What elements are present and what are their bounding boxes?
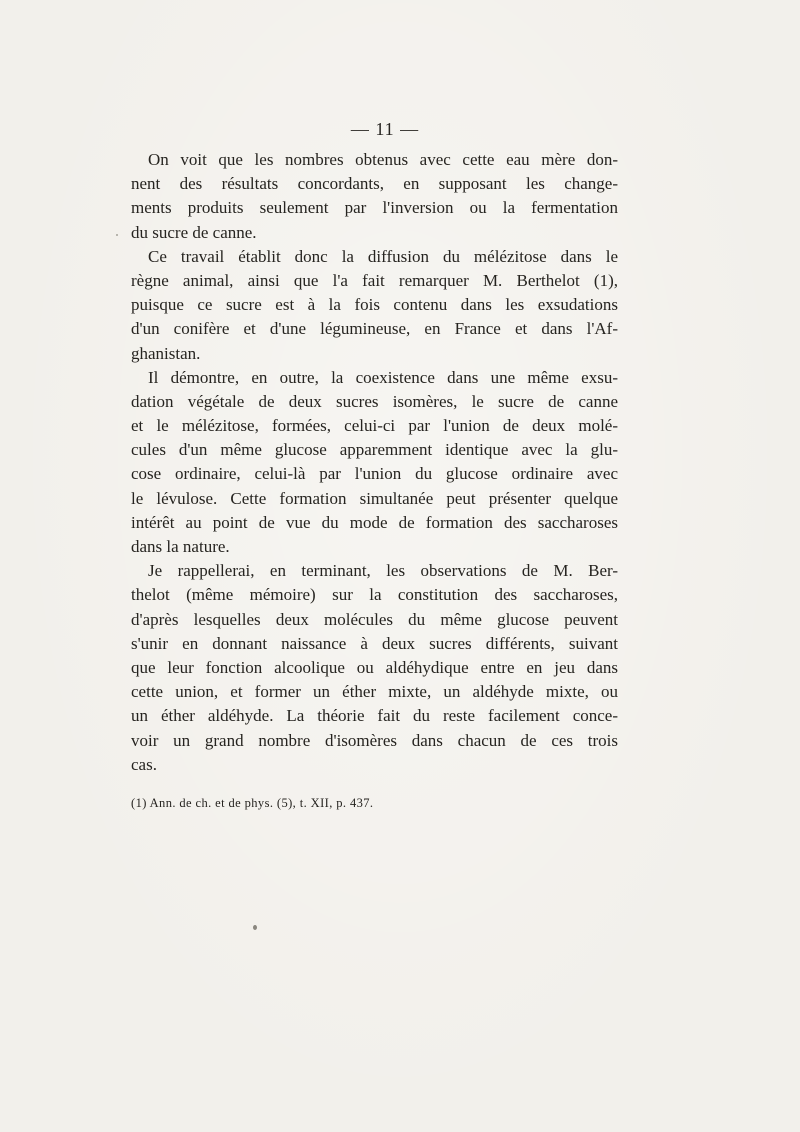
paragraph-3-line-6: le lévulose. Cette formation simultanée peut présenter quelque	[131, 488, 618, 508]
paragraph-4-line-1: Je rappellerai, en terminant, les observations de M. Ber-	[148, 561, 618, 581]
paragraph-3-line-5: cose ordinaire, celui-là par l'union du glucose ordinaire avec	[131, 464, 618, 484]
paragraph-1-line-3: ments produits seulement par l'inversion ou la fermentation	[131, 198, 618, 218]
paragraph-4-line-9: cas.	[131, 754, 157, 774]
paragraph-1-line-4: du sucre de canne.	[131, 222, 257, 242]
paragraph-3-line-4: cules d'un même glucose apparemment identique avec la glu-	[131, 440, 618, 460]
paragraph-2-line-2: règne animal, ainsi que l'a fait remarquer M. Berthelot (1),	[131, 270, 618, 290]
paragraph-2-line-5: ghanistan.	[131, 343, 201, 363]
footnote: (1) Ann. de ch. et de phys. (5), t. XII, p. 437.	[131, 796, 374, 810]
paragraph-4-line-2: thelot (même mémoire) sur la constitution des saccharoses,	[131, 585, 618, 605]
paragraph-3-line-3: et le mélézitose, formées, celui-ci par l'union de deux molé-	[131, 416, 618, 436]
paragraph-4-line-3: d'après lesquelles deux molécules du même glucose peuvent	[131, 609, 618, 629]
paragraph-4-line-7: un éther aldéhyde. La théorie fait du reste facilement conce-	[131, 706, 618, 726]
paragraph-3-line-2: dation végétale de deux sucres isomères, le sucre de canne	[131, 391, 618, 411]
paragraph-2-line-3: puisque ce sucre est à la fois contenu dans les exsudations	[131, 295, 618, 315]
paragraph-2-line-4: d'un conifère et d'une légumineuse, en France et dans l'Af-	[131, 319, 618, 339]
paragraph-4-line-4: s'unir en donnant naissance à deux sucres différents, suivant	[131, 633, 618, 653]
paragraph-3-line-7: intérêt au point de vue du mode de formation des saccharoses	[131, 512, 618, 532]
paragraph-3-line-1: Il démontre, en outre, la coexistence dans une même exsu-	[148, 367, 618, 387]
body-text	[131, 148, 618, 777]
paragraph-2-line-1: Ce travail établit donc la diffusion du mélézitose dans le	[148, 246, 618, 266]
paragraph-1-line-2: nent des résultats concordants, en supposant les change-	[131, 174, 618, 194]
ink-speck	[253, 925, 257, 930]
paragraph-4-line-8: voir un grand nombre d'isomères dans chacun de ces trois	[131, 730, 618, 750]
paragraph-3-line-8: dans la nature.	[131, 537, 230, 556]
paragraph-4-line-6: cette union, et former un éther mixte, un aldéhyde mixte, ou	[131, 682, 618, 702]
paragraph-1-line-1: On voit que les nombres obtenus avec cette eau mère don-	[148, 150, 618, 169]
ink-speck-small	[116, 234, 118, 236]
page-number: — 11 —	[350, 119, 420, 139]
paragraph-4-line-5: que leur fonction alcoolique ou aldéhydique entre en jeu dans	[131, 657, 618, 677]
